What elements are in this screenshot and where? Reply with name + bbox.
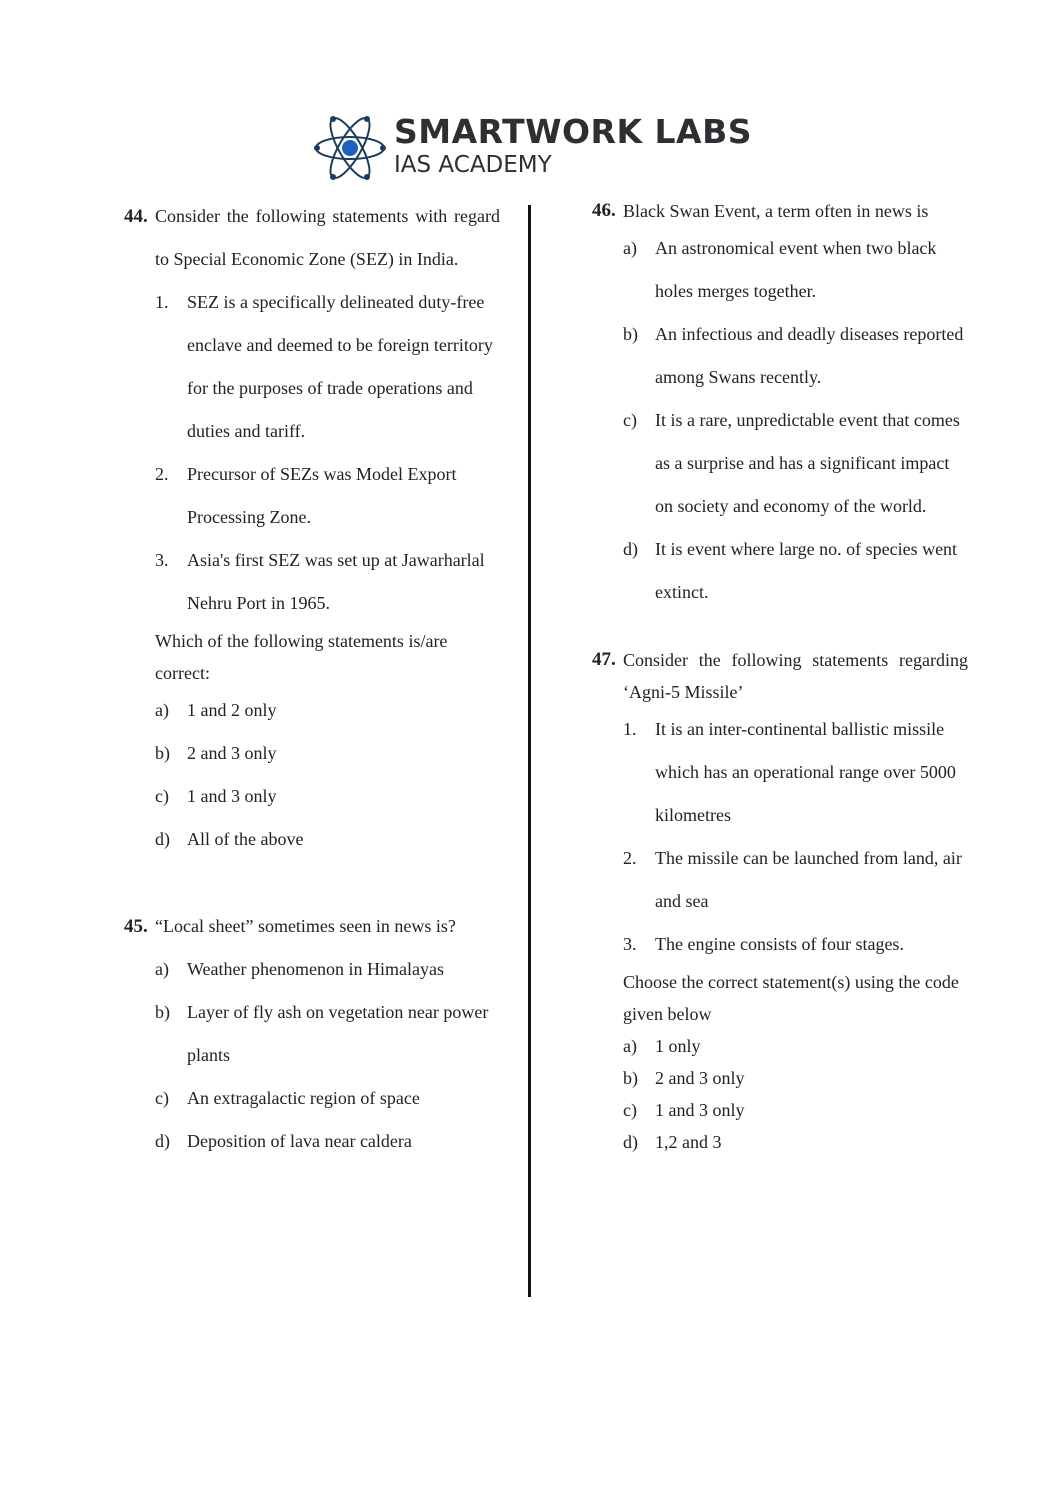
statement-item <box>623 837 968 923</box>
option-label: a) <box>155 959 169 979</box>
option-c[interactable] <box>623 1094 968 1126</box>
option-d[interactable] <box>623 528 968 614</box>
question-number: 45. <box>124 916 148 937</box>
option-c[interactable] <box>623 399 968 528</box>
option-label: b) <box>623 324 638 344</box>
option-label: d) <box>155 1131 170 1151</box>
option-text: It is event where large no. of species went extinct. <box>655 539 958 602</box>
option-text: 2 and 3 only <box>187 743 277 763</box>
question-46 <box>592 195 968 614</box>
option-text: An extragalactic region of space <box>187 1088 420 1108</box>
option-text: 1 and 2 only <box>187 700 277 720</box>
option-text: 1,2 and 3 <box>655 1132 722 1152</box>
logo-title: SMARTWORK LABS <box>394 112 752 151</box>
question-47 <box>592 644 968 1158</box>
statement-text: The engine consists of four stages. <box>655 934 904 954</box>
question-45 <box>124 905 500 1163</box>
option-label: a) <box>623 1036 637 1056</box>
option-label: c) <box>155 1088 169 1108</box>
statement-label: 3. <box>155 550 169 570</box>
atom-icon <box>312 112 388 184</box>
option-label: c) <box>623 410 637 430</box>
option-label: d) <box>155 829 170 849</box>
option-text: 1 and 3 only <box>187 786 277 806</box>
option-text: 1 and 3 only <box>655 1100 745 1120</box>
statement-label: 2. <box>623 848 637 868</box>
option-text: Weather phenomenon in Himalayas <box>187 959 444 979</box>
option-a[interactable] <box>623 1030 968 1062</box>
option-c[interactable] <box>155 775 500 818</box>
option-text: It is a rare, unpredictable event that comes as a surprise and has a significant impact on society and economy of the world. <box>655 410 960 516</box>
option-d[interactable] <box>155 1120 500 1163</box>
question-stem: “Local sheet” sometimes seen in news is? <box>155 916 456 936</box>
option-b[interactable] <box>623 313 968 399</box>
statement-item <box>155 453 500 539</box>
option-label: a) <box>623 238 637 258</box>
option-b[interactable] <box>623 1062 968 1094</box>
option-text: Deposition of lava near caldera <box>187 1131 412 1151</box>
option-label: d) <box>623 539 638 559</box>
option-d[interactable] <box>623 1126 968 1158</box>
option-label: c) <box>623 1100 637 1120</box>
option-b[interactable] <box>155 732 500 775</box>
option-text: An infectious and deadly diseases reported among Swans recently. <box>655 324 964 387</box>
option-text: 2 and 3 only <box>655 1068 745 1088</box>
option-d[interactable] <box>155 818 500 861</box>
option-a[interactable] <box>155 948 500 991</box>
option-label: d) <box>623 1132 638 1152</box>
option-label: a) <box>155 700 169 720</box>
statement-text: Precursor of SEZs was Model Export Processing Zone. <box>187 464 457 527</box>
option-label: b) <box>155 743 170 763</box>
question-prompt: Choose the correct statement(s) using the code given below <box>623 972 959 1024</box>
statement-text: Asia's first SEZ was set up at Jawarharlal Nehru Port in 1965. <box>187 550 485 613</box>
option-label: b) <box>623 1068 638 1088</box>
question-number: 44. <box>124 206 148 227</box>
right-column <box>592 195 968 1158</box>
logo <box>312 112 752 184</box>
option-a[interactable] <box>155 689 500 732</box>
option-label: b) <box>155 1002 170 1022</box>
left-column <box>124 195 500 1163</box>
question-prompt: Which of the following statements is/are correct: <box>155 631 448 683</box>
question-44 <box>124 195 500 861</box>
statement-text: SEZ is a specifically delineated duty-free enclave and deemed to be foreign territory for the purposes of trade operations and duties and tariff. <box>187 292 493 441</box>
statement-label: 2. <box>155 464 169 484</box>
statement-text: The missile can be launched from land, air and sea <box>655 848 962 911</box>
option-text: An astronomical event when two black holes merges together. <box>655 238 937 301</box>
question-stem: Black Swan Event, a term often in news is <box>623 201 929 221</box>
statement-label: 1. <box>623 719 637 739</box>
column-divider <box>528 205 531 1297</box>
option-text: All of the above <box>187 829 304 849</box>
question-number: 46. <box>592 200 616 221</box>
statement-label: 1. <box>155 292 169 312</box>
option-c[interactable] <box>155 1077 500 1120</box>
option-a[interactable] <box>623 227 968 313</box>
statement-item <box>155 281 500 453</box>
question-stem: Consider the following statements with regard to Special Economic Zone (SEZ) in India. <box>155 206 500 269</box>
option-b[interactable] <box>155 991 500 1077</box>
question-stem: Consider the following statements regarding ‘Agni-5 Missile’ <box>623 650 968 702</box>
statement-text: It is an inter-continental ballistic missile which has an operational range over 5000 kilometres <box>655 719 956 825</box>
option-label: c) <box>155 786 169 806</box>
logo-subtitle: IAS ACADEMY <box>394 152 552 178</box>
question-number: 47. <box>592 649 616 670</box>
statement-label: 3. <box>623 934 637 954</box>
statement-item <box>623 708 968 837</box>
statement-item <box>623 923 968 966</box>
option-text: Layer of fly ash on vegetation near power plants <box>187 1002 489 1065</box>
option-text: 1 only <box>655 1036 701 1056</box>
statement-item <box>155 539 500 625</box>
